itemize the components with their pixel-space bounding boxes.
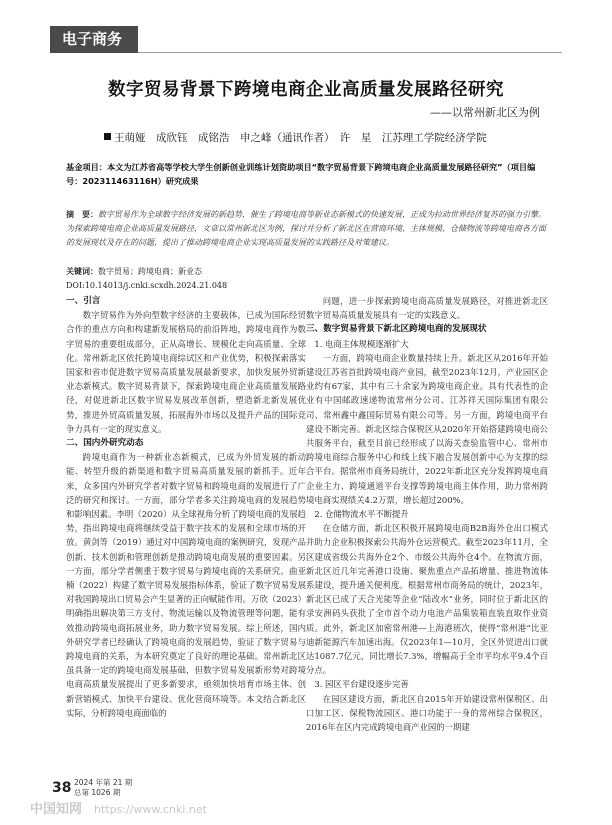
fund-note: 基金项目：本文为江苏省高等学校大学生创新创业训练计划资助项目“数字贸易背景下跨境电商企业高质量发展路径研究”（项目编号：202311463116H）研究成果 <box>66 162 536 186</box>
body-paragraph: 跨境电商作为一种新业态新模式，已成为外贸发展的新动能、转型升级的新渠道和数字贸易高质量发展的新抓手。近年来，众多国内外研究学者对数字贸易和跨境电商的发展进行了广泛的研究和探讨。一方面，部分学者多关注跨境电商的发展趋势和影响因素。李明（2020）从全球视角分析了跨境电商的发展趋势，指出跨境电商将继续受益于数字技术的发展和全球市场的开放。黄剑等（2019）通过对中国跨境电商的案例研究，发现产品创新、技术创新和管理创新是推动跨境电商发展的重要因素。另一方面，部分学者侧重于数字贸易与跨境电商的关系研究。曲亚楠（2022）构建了数字贸易发展指标体系，验证了数字贸易发展对我国跨境出口贸易会产生显著的正向赋能作用。万欣（2023）明确指出解决第三方支付、物流运输以及物流管理等问题，能有效推动跨境电商拓展业务，助力数字贸易发展。综上所述，国内外研究学者已经确认了跨境电商的发展趋势，验证了数字贸易与跨境电商的关系，为本研究奠定了良好的理论基础。常州新北区虽具备一定的跨境电商发展基础，但数字贸易发展新形势对跨境电商高质量发展提出了更多新要求，亟须加快培育市场主体、创新营销模式、加快平台建设、优化营商环境等。本文结合新北区实际，分析跨境电商面临的 <box>66 452 306 718</box>
body-paragraph: 一方面，跨境电商企业数量持续上升。新北区从2016年开始建设江苏省首批跨境电商产业园，截至2023年12月，产业园区企业约有67家，其中有三十余家为跨境电商企业。具有代表性的企业有中国邮政速递物流常州分公司、江苏祥天国际集团有限公司、常州鑫中鑫国际贸易有限公司等。另一方面，跨境电商平台建设不断完善。新北区综合保税区从2020年开始搭建跨境电商公共服务平台，截至目前已经形成了以海关查验监管中心、常州市跨境电商综合服务中心和线上线下融合发展创新中心为支撑的综合平台。据常州市商务局统计，2022年新北区充分发挥跨境电商企业主力、跨境通道平台支撑等跨境电商主体作用，助力常州跨境电商实现绩关4.2万票，增长超过200%。 <box>306 352 548 505</box>
keywords-text: 数字贸易；跨境电商；新业态 <box>98 267 202 276</box>
abstract <box>66 208 548 250</box>
section-heading: 一、引言 <box>66 296 101 306</box>
article-title: 数字贸易背景下跨境电商企业高质量发展路径研究 <box>108 80 504 100</box>
abstract-label: 摘 要： <box>66 210 98 219</box>
subsection-heading: 2. 仓储物流水平不断提升 <box>314 509 409 520</box>
square-bullet-icon <box>104 133 111 140</box>
body-paragraph: 在园区建设方面，新北区自2015年开始建设常州保税区、出口加工区、保税物流园区、港口功能于一身的常州综合保税区，2016年在区内完成跨境电商产业园的一期建 <box>306 693 548 733</box>
section-tab: 电子商务 <box>50 26 138 53</box>
body-column-left <box>66 294 306 720</box>
author-line <box>104 130 487 145</box>
subsection-heading: 1. 电商主体规模逐渐扩大 <box>314 338 409 349</box>
issue-line: 2024 年第 21 期 <box>74 778 133 787</box>
body-paragraph: 在仓储方面，新北区积极开展跨境电商B2B海外仓出口模式并助力企业积极探索公共海外仓运营模式。截至2023年11月，全区建成省级公共海外仓2个、市级公共海外仓4个。在物流方面，新北区近几年完善港口设施、聚焦重点产品拓增量、推进物流体系建设，提升通关便利度。根据常州市商务局的统计，2023年，新北区已成了天合光能等企业“陆改水”业务，同时位于新北区的录安洲码头获批了全市首个动力电池产品集装箱直装直取作业资质。此外，新北区加密常州港—上海港班次，使得“常州港”比亚迪新能源汽车加速出海。仅2023年1—10月，全区外贸进出口就达1087.7亿元，同比增长7.3%，增幅高于全市平均水平9.4个百分点。 <box>306 523 548 676</box>
body-paragraph: 数字贸易作为外向型数字经济的主要载体，已成为国际经贸合作的重点方向和构建新发展格局的前沿阵地，跨境电商作为数字贸易的重要组成部分，正从高增长、规模化走向高质量、全球化。常州新北区依托跨境电商综试区和产业优势，积极探索落实国家和省市促进数字贸易高质量发展最新要求，加快发展外贸新业态新模式。数字贸易背景下，探索跨境电商企业高质量发展路径，对促进新北区数字贸易发展改革创新，塑造新北新发展优势，推进外贸高质量发展，拓展海外市场以及提升产品的国际竞争力具有一定的现实意义。 <box>66 310 306 434</box>
doi: DOI:10.14013/j.cnki.scxdh.2024.21.048 <box>66 281 228 290</box>
abstract-text: 数字贸易作为全球数字经济发展的新趋势，催生了跨境电商等新业态新模式的快速发展，正成为拉动世界经济复苏的强力引擎。为探索跨境电商企业高质量发展路径，文章以常州新北区为例，探讨并分析了新北区在营商环境、主体规模、仓储物流等跨境电商各方面的发展现状及存在的问题，提出了推动跨境电商企业实现高质量发展的实践路径及对策建议。 <box>66 210 546 247</box>
body-column-right <box>306 294 548 734</box>
section-heading: 二、国内外研究动态 <box>66 438 144 449</box>
watermark-logo: 中国知网 <box>30 802 83 817</box>
cnki-watermark <box>30 798 207 817</box>
header-rule <box>138 52 562 53</box>
authors-text: 王萌娅 成欣钰 成铭浩 申之峰（通讯作者） 许 星 江苏理工学院经济学院 <box>114 132 487 144</box>
subsection-heading: 3. 园区平台建设逐步完善 <box>314 679 409 690</box>
page-number: 38 <box>52 780 72 796</box>
keywords-label: 关键词： <box>66 266 98 276</box>
section-heading: 三、数字贸易背景下新北区跨境电商的发展现状 <box>306 324 487 335</box>
total-issue-line: 总第 1026 期 <box>74 788 121 797</box>
issue-info <box>74 778 132 798</box>
article-subtitle: ——以常州新北区为例 <box>430 106 540 119</box>
body-paragraph: 问题，进一步探索跨境电商高质量发展路径，对推进新北区数字贸易高质量发展具有一定的实践意义。 <box>306 296 548 321</box>
keywords <box>66 265 546 278</box>
watermark-url: https://www.cnki.net <box>94 803 207 816</box>
